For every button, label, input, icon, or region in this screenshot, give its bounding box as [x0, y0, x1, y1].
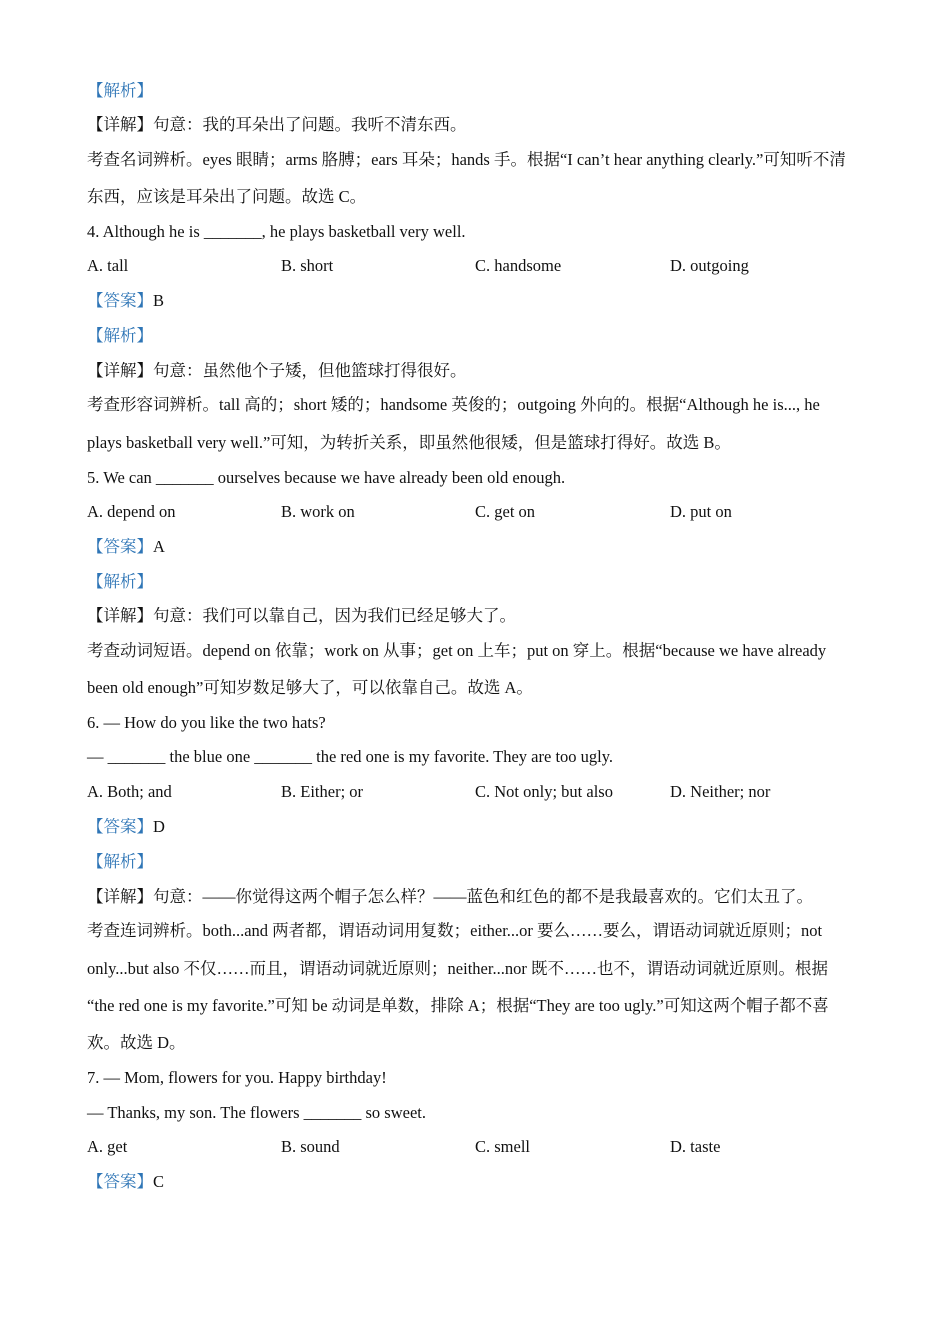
analysis-label: 【解析】 — [87, 852, 153, 871]
answer-label: 【答案】 — [87, 291, 153, 310]
q5-answer — [87, 537, 165, 557]
analysis-label: 【解析】 — [87, 326, 153, 345]
q5-explain-2: been old enough”可知岁数足够大了，可以依靠自己。故选 A。 — [87, 678, 533, 697]
q7-answer — [87, 1172, 164, 1192]
answer-value: C — [153, 1172, 165, 1191]
answer-value: A — [153, 537, 165, 556]
q3-explain-1: 考查名词辨析。eyes 眼睛；arms 胳膊；ears 耳朵；hands 手。根据“I can’t hear anything clearly.”可知听不清 — [87, 150, 846, 169]
q5-stem: 5. We can _______ ourselves because we have already been old enough. — [87, 468, 566, 487]
detail-text: 句意：虽然他个子矮，但他篮球打得很好。 — [153, 361, 467, 380]
q5-option-b: B. work on — [281, 502, 355, 521]
q6-answer — [87, 817, 165, 837]
answer-label: 【答案】 — [87, 537, 153, 556]
q4-detail — [87, 361, 467, 381]
q5-detail — [87, 606, 516, 626]
detail-label: 【详解】 — [87, 361, 153, 380]
q6-explain-4: 欢。故选 D。 — [87, 1033, 186, 1052]
answer-label: 【答案】 — [87, 1172, 153, 1191]
q7-stem-2: — Thanks, my son. The flowers _______ so sweet. — [87, 1103, 426, 1122]
answer-value: B — [153, 291, 165, 310]
q5-option-c: C. get on — [475, 502, 536, 521]
q4-answer — [87, 291, 164, 311]
q6-explain-1: 考查连词辨析。both...and 两者都，谓语动词用复数；either...or 要么……要么，谓语动词就近原则；not — [87, 921, 823, 940]
q6-option-b: B. Either; or — [281, 782, 364, 801]
q5-option-d: D. put on — [670, 502, 732, 521]
q6-stem-1: 6. — How do you like the two hats? — [87, 713, 326, 732]
answer-value: D — [153, 817, 165, 836]
q6-option-d: D. Neither; nor — [670, 782, 771, 801]
detail-label: 【详解】 — [87, 606, 153, 625]
q4-explain-1: 考查形容词辨析。tall 高的；short 矮的；handsome 英俊的；outgoing 外向的。根据“Although he is..., he — [87, 395, 820, 414]
q7-stem-1: 7. — Mom, flowers for you. Happy birthday! — [87, 1068, 387, 1087]
detail-text: 句意：我的耳朵出了问题。我听不清东西。 — [153, 115, 467, 134]
q3-explain-2: 东西，应该是耳朵出了问题。故选 C。 — [87, 187, 367, 206]
q6-explain-3: “the red one is my favorite.”可知 be 动词是单数，排除 A；根据“They are too ugly.”可知这两个帽子都不喜 — [87, 996, 829, 1015]
q6-stem-2: — _______ the blue one _______ the red one is my favorite. They are too ugly. — [87, 747, 614, 766]
q5-explain-1: 考查动词短语。depend on 依靠；work on 从事；get on 上车；put on 穿上。根据“because we have already — [87, 641, 827, 660]
q4-option-d: D. outgoing — [670, 256, 749, 275]
q7-option-a: A. get — [87, 1137, 128, 1156]
answer-label: 【答案】 — [87, 817, 153, 836]
q4-option-b: B. short — [281, 256, 334, 275]
q4-option-c: C. handsome — [475, 256, 562, 275]
analysis-label: 【解析】 — [87, 572, 153, 591]
analysis-label: 【解析】 — [87, 81, 153, 100]
q6-option-a: A. Both; and — [87, 782, 172, 801]
q3-detail — [87, 115, 467, 135]
q7-option-c: C. smell — [475, 1137, 531, 1156]
q5-option-a: A. depend on — [87, 502, 176, 521]
q4-stem: 4. Although he is _______, he plays basketball very well. — [87, 222, 466, 241]
detail-text: 句意：——你觉得这两个帽子怎么样？——蓝色和红色的都不是我最喜欢的。它们太丑了。 — [153, 887, 813, 906]
detail-label: 【详解】 — [87, 887, 153, 906]
q7-option-b: B. sound — [281, 1137, 340, 1156]
detail-label: 【详解】 — [87, 115, 153, 134]
q4-option-a: A. tall — [87, 256, 129, 275]
q7-option-d: D. taste — [670, 1137, 721, 1156]
detail-text: 句意：我们可以靠自己，因为我们已经足够大了。 — [153, 606, 516, 625]
q6-option-c: C. Not only; but also — [475, 782, 613, 801]
q6-explain-2: only...but also 不仅……而且，谓语动词就近原则；neither...nor 既不……也不，谓语动词就近原则。根据 — [87, 959, 828, 978]
q4-explain-2: plays basketball very well.”可知，为转折关系，即虽然他很矮，但是篮球打得好。故选 B。 — [87, 433, 731, 452]
q6-detail — [87, 887, 813, 907]
